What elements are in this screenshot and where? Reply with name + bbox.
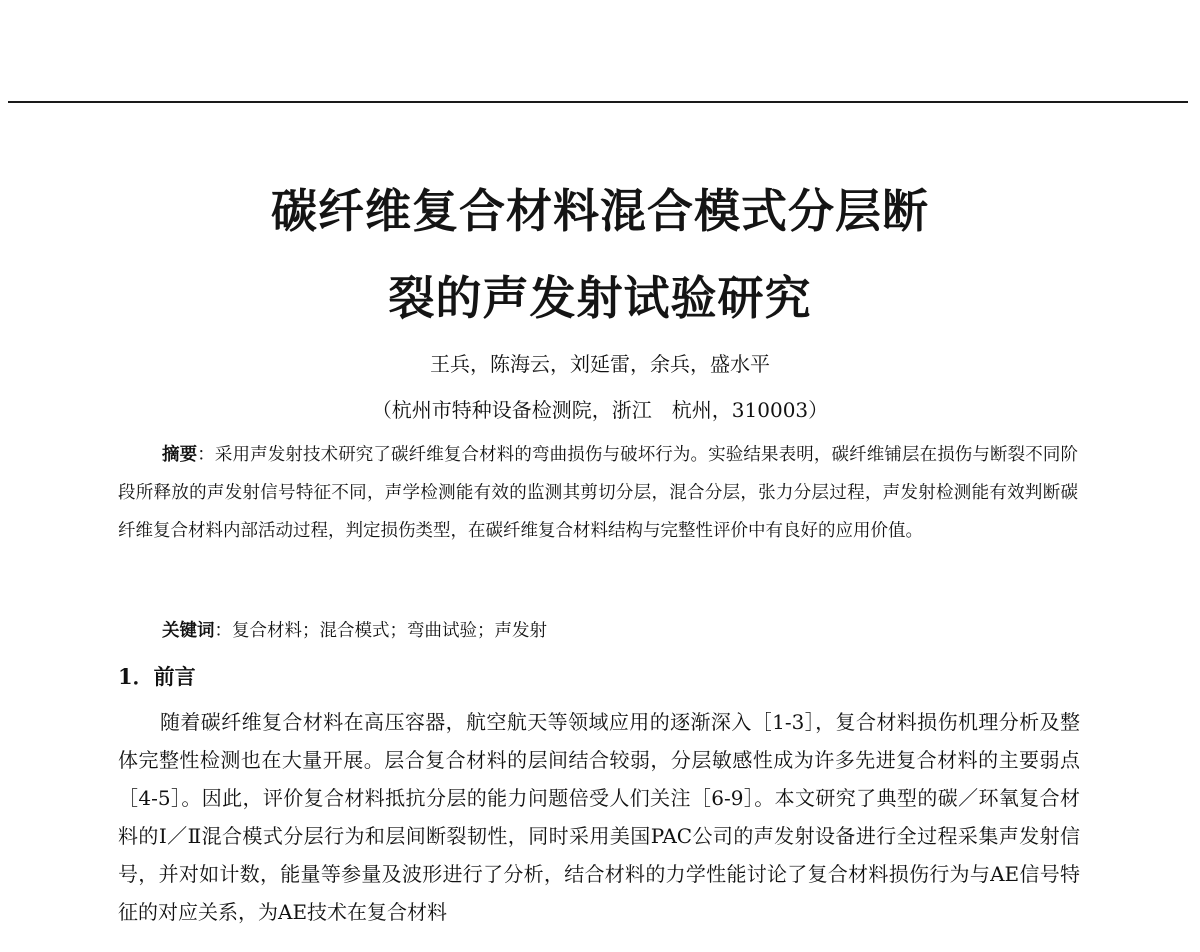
keywords-label: 关键词 bbox=[162, 621, 215, 641]
keywords bbox=[162, 616, 547, 646]
introduction-paragraph: 随着碳纤维复合材料在高压容器，航空航天等领域应用的逐渐深入［1-3］，复合材料损伤机理分析及整体完整性检测也在大量开展。层合复合材料的层间结合较弱，分层敏感性成为许多先进复合材料的主要弱点［4-5］。因此，评价复合材料抵抗分层的能力问题倍受人们关注［6-9］。本文研究了典型的碳／环氧复合材料的Ⅰ／Ⅱ混合模式分层行为和层间断裂韧性，同时采用美国PAC公司的声发射设备进行全过程采集声发射信号，并对如计数，能量等参量及波形进行了分析，结合材料的力学性能讨论了复合材料损伤行为与AE信号特征的对应关系，为AE技术在复合材料 bbox=[118, 710, 1080, 924]
paper-title-line-2: 裂的声发射试验研究 bbox=[388, 271, 812, 325]
section-heading-introduction: 1．前言 bbox=[118, 664, 196, 689]
paper-title-line-1: 碳纤维复合材料混合模式分层断 bbox=[271, 184, 929, 238]
header-rule bbox=[8, 101, 1188, 103]
abstract bbox=[118, 436, 1078, 550]
author-list: 王兵，陈海云，刘延雷，余兵，盛水平 bbox=[430, 352, 770, 376]
abstract-label: 摘要 bbox=[162, 445, 198, 465]
keywords-text: ：复合材料；混合模式；弯曲试验；声发射 bbox=[214, 621, 547, 641]
affiliation: （杭州市特种设备检测院，浙江 杭州，310003） bbox=[371, 398, 829, 422]
abstract-text: ：采用声发射技术研究了碳纤维复合材料的弯曲损伤与破坏行为。实验结果表明，碳纤维铺层在损伤与断裂不同阶段所释放的声发射信号特征不同，声学检测能有效的监测其剪切分层，混合分层，张力分层过程，声发射检测能有效判断碳纤维复合材料内部活动过程，判定损伤类型，在碳纤维复合材料结构与完整性评价中有良好的应用价值。 bbox=[118, 445, 1079, 541]
